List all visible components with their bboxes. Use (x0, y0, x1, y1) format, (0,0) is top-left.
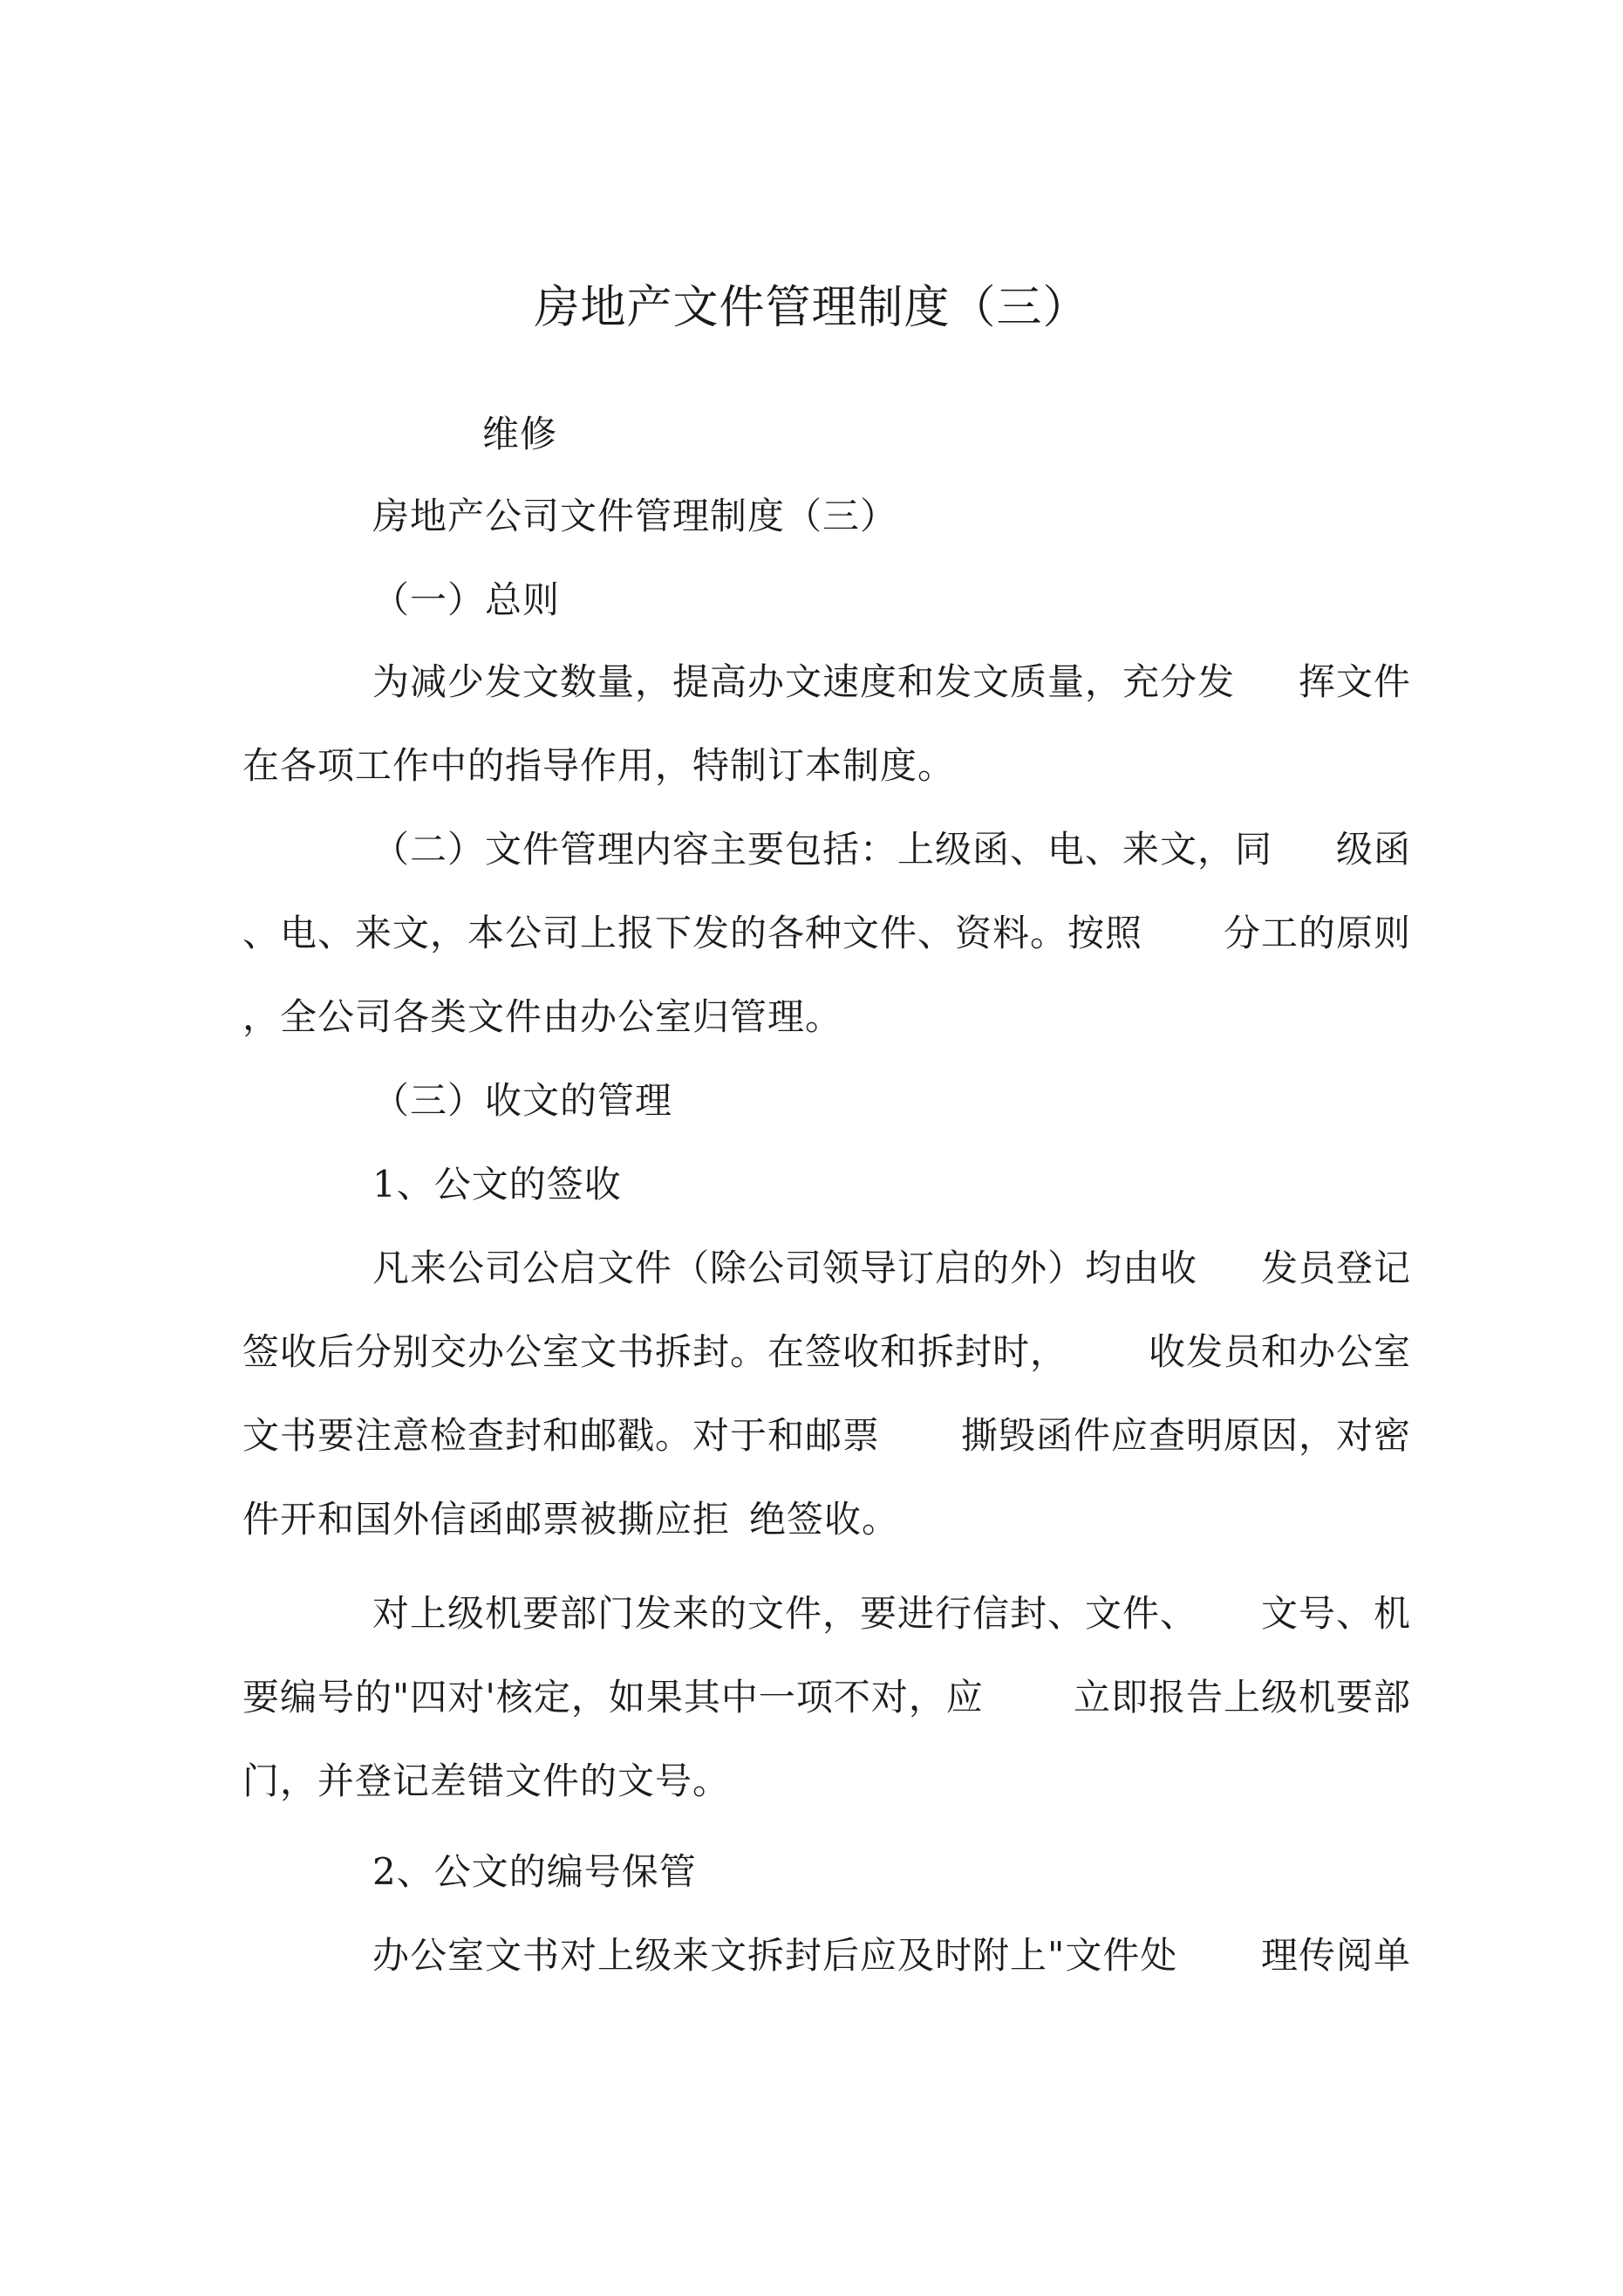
paragraph-line (372, 1930, 1411, 1982)
text-segment: 签收后分别交办公室文书拆封。在签收和拆封时， (242, 1330, 1068, 1373)
item-heading-numbering: 2、公文的编号保管 (372, 1850, 697, 1893)
paragraph-line (242, 1410, 1411, 1462)
document-title: 房地产文件管理制度（三） (534, 282, 1089, 334)
text-segment: 发员登记 (1260, 1247, 1411, 1289)
text-segment: 绝签收。 (749, 1498, 900, 1541)
paragraph-line (372, 823, 1411, 876)
text-segment: 凡来公司公启文件（除公司领导订启的外）均由收 (372, 1247, 1198, 1289)
text-segment: 、电、来文，本公司上报下发的各种文件、资料。按照 (242, 912, 1143, 954)
text-segment: 理传阅单 (1260, 1934, 1411, 1977)
paragraph-line: ，全公司各类文件由办公室归管理。 (242, 995, 843, 1038)
paragraph-line: 在各项工作中的指导作用，特制订本制度。 (242, 744, 956, 787)
section-heading-general: （一）总则 (372, 578, 561, 621)
text-segment: 文书要注意检查封和邮戳。对于和邮票 (242, 1414, 881, 1457)
text-segment: 挥文件 (1298, 660, 1411, 703)
text-segment: 收发员和办公室 (1148, 1330, 1411, 1373)
item-heading-signing: 1、公文的签收 (372, 1163, 622, 1206)
paragraph-line: 门，并登记差错文件的文号。 (242, 1760, 731, 1802)
paragraph-line (242, 907, 1411, 960)
subtitle: 维修 (482, 413, 558, 455)
text-segment: 撕毁函件应查明原因，对密 (960, 1414, 1411, 1457)
document-name: 房地产公司文件管理制度（三） (372, 495, 898, 537)
text-segment: 立即报告上级机要部 (1073, 1676, 1411, 1719)
text-segment: 分工的原则 (1223, 912, 1411, 954)
paragraph-line (372, 1588, 1411, 1640)
text-segment: 办公室文书对上级来文拆封后应及时附上"文件处 (372, 1934, 1178, 1977)
paragraph-line (372, 656, 1411, 708)
paragraph-line (242, 1493, 899, 1546)
paragraph-line (372, 1242, 1411, 1295)
text-segment: 为减少发文数量，提高办文速度和发文质量，充分发 (372, 660, 1236, 703)
text-segment: 件开和国外信函邮票被撕应拒 (242, 1498, 731, 1541)
text-segment: 对上级机要部门发来的文件，要进行信封、文件、 (372, 1592, 1198, 1635)
section-heading-receiving: （三）收文的管理 (372, 1079, 673, 1122)
text-segment: （二）文件管理内容主要包括：上级函、电、来文，同 (372, 828, 1273, 871)
paragraph-line (242, 1326, 1411, 1378)
text-segment: 级函 (1335, 828, 1411, 871)
paragraph-line (242, 1671, 1411, 1724)
text-segment: 文号、机 (1260, 1592, 1411, 1635)
text-segment: 要编号的"四对'核定，如果其中一项不对，应 (242, 1676, 984, 1719)
